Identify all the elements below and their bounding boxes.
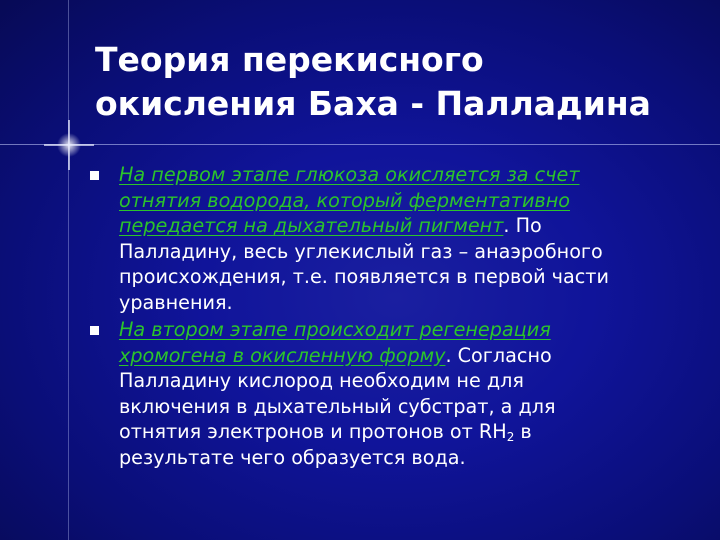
bullet-2-line-3: Палладину кислород необходим не для <box>119 369 524 392</box>
bullet-1-line-3-green: передается на дыхательный пигмент <box>119 214 504 237</box>
bullet-1-line-2: отнятия водорода, который ферментативно <box>119 188 571 212</box>
bullet-2-line-5-post: в <box>514 420 532 443</box>
bullet-2-line-5 <box>119 419 690 445</box>
bullet-1-line-6: уравнения. <box>119 290 233 314</box>
bullet-item-2 <box>90 317 690 470</box>
bullet-1-line-5: происхождения, т.е. появляется в первой части <box>119 265 609 288</box>
bullet-2-line-5-pre: отнятия электронов и протонов от RH <box>119 420 507 443</box>
title-line-1: Теория перекисного <box>95 40 484 79</box>
bullet-2-line-1: На втором этапе происходит регенерация <box>119 318 551 341</box>
sparkle-icon <box>44 120 94 170</box>
bullet-1-line-3 <box>119 213 690 239</box>
bullet-2-line-2-green: хромогена в окисленную форму <box>119 343 446 367</box>
bullet-1-line-3-rest: . По <box>503 214 542 237</box>
title-line-2: окисления Баха - Палладина <box>95 84 651 123</box>
bullet-2-line-2 <box>119 343 690 369</box>
decorative-horizontal-line <box>0 144 720 145</box>
bullet-square-icon <box>90 326 99 335</box>
bullet-2-line-6: результате чего образуется вода. <box>119 445 466 469</box>
subscript-2: 2 <box>506 430 515 444</box>
bullet-list <box>90 162 690 472</box>
bullet-1-line-4: Палладину, весь углекислый газ – анаэробного <box>119 239 603 263</box>
decorative-vertical-line <box>68 0 69 540</box>
bullet-1-line-1: На первом этапе глюкоза окисляется за счет <box>119 163 580 186</box>
bullet-square-icon <box>90 171 99 180</box>
bullet-item-1 <box>90 162 690 315</box>
slide-title <box>95 38 695 126</box>
bullet-2-line-4: включения в дыхательный субстрат, а для <box>119 394 556 418</box>
bullet-2-line-2-rest: . Согласно <box>445 343 552 367</box>
